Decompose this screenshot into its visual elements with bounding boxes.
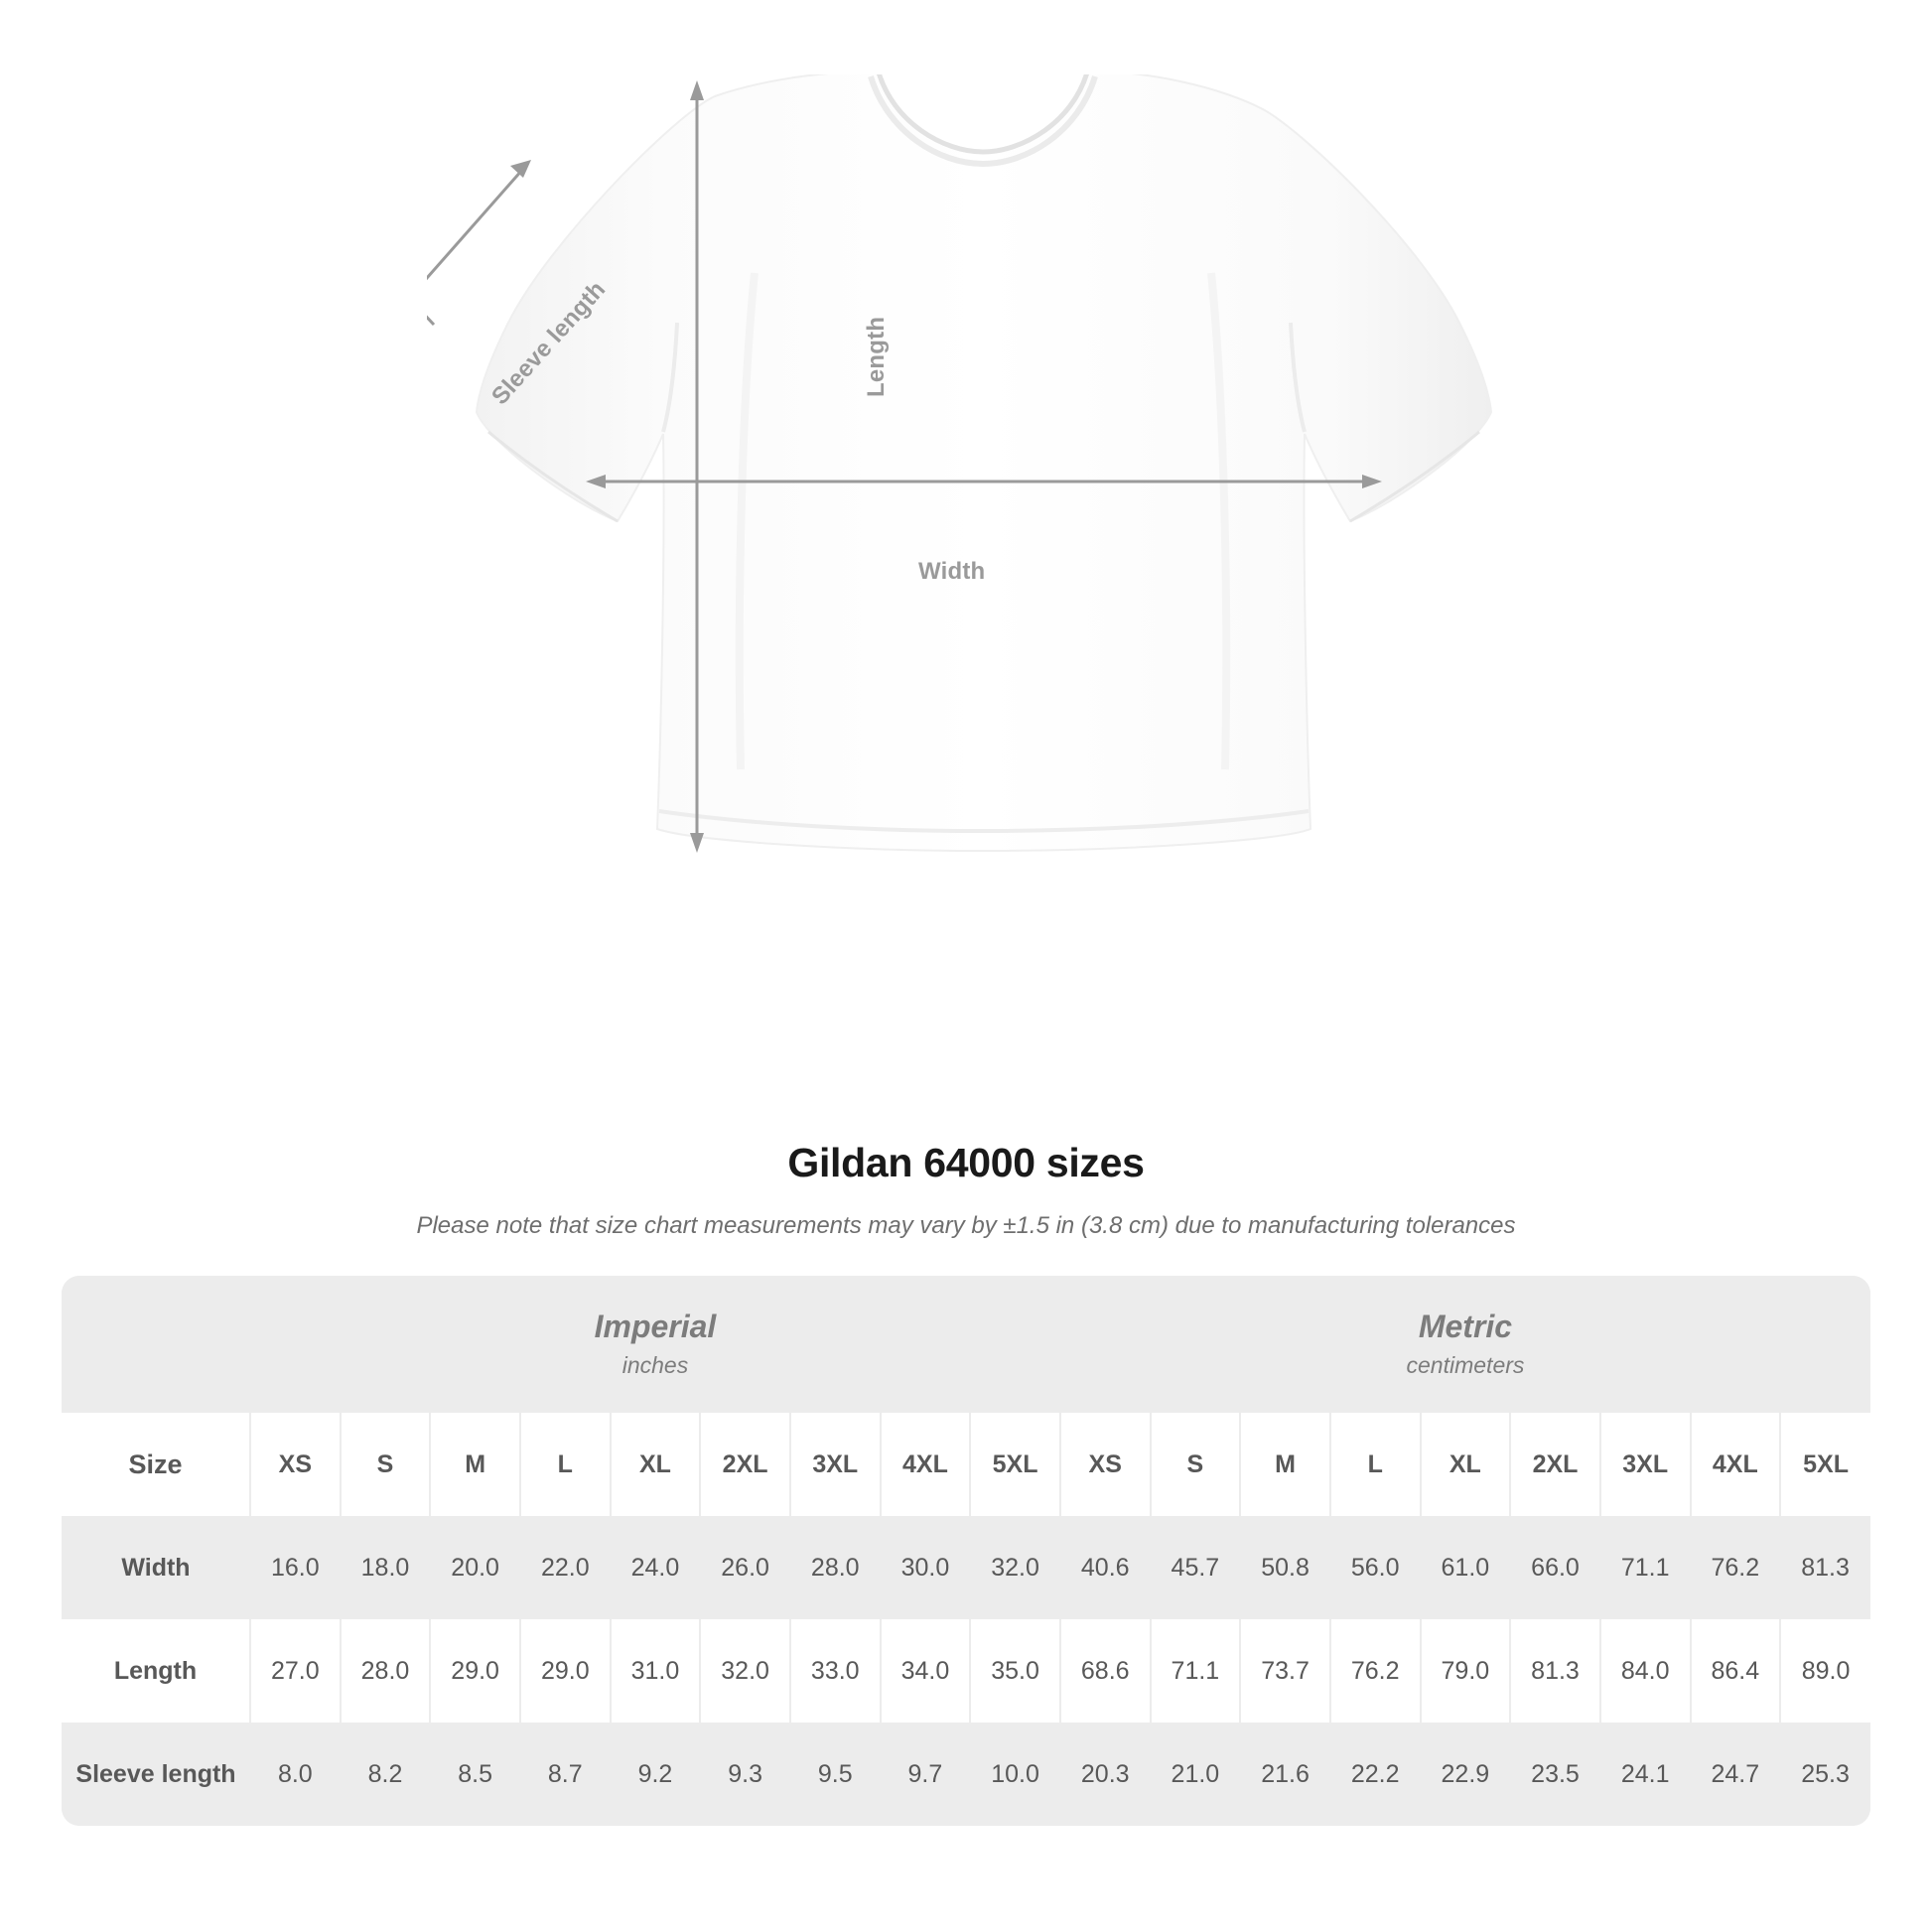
header-size-m-imperial: M — [430, 1413, 520, 1516]
unit-group-metric — [1060, 1276, 1870, 1413]
width-label: Width — [918, 558, 986, 585]
cell-width-s-imperial: 18.0 — [341, 1516, 431, 1619]
cell-length-s-metric: 71.1 — [1151, 1619, 1241, 1723]
cell-length-s-imperial: 28.0 — [341, 1619, 431, 1723]
cell-width-xl-metric: 61.0 — [1421, 1516, 1511, 1619]
cell-sleeve-length-xs-imperial: 8.0 — [250, 1723, 341, 1826]
cell-length-m-metric: 73.7 — [1240, 1619, 1330, 1723]
header-size-s-imperial: S — [341, 1413, 431, 1516]
length-arrow-top — [690, 80, 704, 100]
cell-sleeve-length-2xl-imperial: 9.3 — [700, 1723, 790, 1826]
header-size-2xl-imperial: 2XL — [700, 1413, 790, 1516]
cell-width-xs-metric: 40.6 — [1060, 1516, 1151, 1619]
cell-width-m-imperial: 20.0 — [430, 1516, 520, 1619]
cell-length-4xl-imperial: 34.0 — [881, 1619, 971, 1723]
cell-sleeve-length-5xl-metric: 25.3 — [1780, 1723, 1870, 1826]
cell-length-xs-metric: 68.6 — [1060, 1619, 1151, 1723]
header-size-2xl-metric: 2XL — [1510, 1413, 1600, 1516]
cell-sleeve-length-l-metric: 22.2 — [1330, 1723, 1421, 1826]
cell-width-5xl-metric: 81.3 — [1780, 1516, 1870, 1619]
table-header-row — [62, 1413, 1870, 1516]
unit-group-sub: inches — [621, 1352, 689, 1379]
cell-width-s-metric: 45.7 — [1151, 1516, 1241, 1619]
header-size-xs-metric: XS — [1060, 1413, 1151, 1516]
cell-width-xs-imperial: 16.0 — [250, 1516, 341, 1619]
sleeve-end-tick — [427, 271, 434, 325]
cell-sleeve-length-4xl-imperial: 9.7 — [881, 1723, 971, 1826]
header-size-xl-metric: XL — [1421, 1413, 1511, 1516]
cell-width-l-metric: 56.0 — [1330, 1516, 1421, 1619]
cell-sleeve-length-s-metric: 21.0 — [1151, 1723, 1241, 1826]
header-size-4xl-imperial: 4XL — [881, 1413, 971, 1516]
header-size-s-metric: S — [1151, 1413, 1241, 1516]
cell-length-2xl-metric: 81.3 — [1510, 1619, 1600, 1723]
shirt-body-shape — [477, 74, 1491, 851]
cell-width-3xl-metric: 71.1 — [1600, 1516, 1691, 1619]
cell-length-l-metric: 76.2 — [1330, 1619, 1421, 1723]
header-size-label: Size — [62, 1413, 250, 1516]
page-title: Gildan 64000 sizes — [787, 1140, 1145, 1185]
header-size-xl-imperial: XL — [611, 1413, 701, 1516]
unit-group-name: Imperial — [594, 1308, 717, 1344]
cell-length-5xl-metric: 89.0 — [1780, 1619, 1870, 1723]
tolerance-note: Please note that size chart measurements may vary by ±1.5 in (3.8 cm) due to manufacturing tolerances — [416, 1212, 1516, 1239]
length-arrow-bottom — [690, 833, 704, 853]
unit-group-name: Metric — [1418, 1308, 1513, 1344]
cell-sleeve-length-xs-metric: 20.3 — [1060, 1723, 1151, 1826]
cell-sleeve-length-xl-metric: 22.9 — [1421, 1723, 1511, 1826]
header-size-l-imperial: L — [520, 1413, 611, 1516]
cell-length-2xl-imperial: 32.0 — [700, 1619, 790, 1723]
cell-width-xl-imperial: 24.0 — [611, 1516, 701, 1619]
cell-sleeve-length-4xl-metric: 24.7 — [1691, 1723, 1781, 1826]
unit-row-spacer — [62, 1276, 250, 1413]
cell-length-l-imperial: 29.0 — [520, 1619, 611, 1723]
header-size-3xl-metric: 3XL — [1600, 1413, 1691, 1516]
sleeve-length-label: Sleeve length — [486, 276, 612, 411]
header-size-3xl-imperial: 3XL — [790, 1413, 881, 1516]
unit-group-sub: centimeters — [1406, 1352, 1525, 1379]
cell-length-m-imperial: 29.0 — [430, 1619, 520, 1723]
unit-group-imperial — [250, 1276, 1060, 1413]
cell-width-l-imperial: 22.0 — [520, 1516, 611, 1619]
header-size-l-metric: L — [1330, 1413, 1421, 1516]
unit-group-row — [62, 1276, 1870, 1413]
table-row — [62, 1619, 1870, 1723]
cell-width-3xl-imperial: 28.0 — [790, 1516, 881, 1619]
cell-sleeve-length-3xl-metric: 24.1 — [1600, 1723, 1691, 1826]
cell-length-3xl-imperial: 33.0 — [790, 1619, 881, 1723]
cell-sleeve-length-3xl-imperial: 9.5 — [790, 1723, 881, 1826]
cell-sleeve-length-m-imperial: 8.5 — [430, 1723, 520, 1826]
header-size-5xl-imperial: 5XL — [970, 1413, 1060, 1516]
row-label-sleeve-length: Sleeve length — [62, 1723, 250, 1826]
size-table — [62, 1276, 1870, 1826]
cell-sleeve-length-xl-imperial: 9.2 — [611, 1723, 701, 1826]
cell-length-xl-metric: 79.0 — [1421, 1619, 1511, 1723]
size-table-container — [62, 1276, 1870, 1826]
cell-width-2xl-metric: 66.0 — [1510, 1516, 1600, 1619]
cell-width-m-metric: 50.8 — [1240, 1516, 1330, 1619]
cell-sleeve-length-m-metric: 21.6 — [1240, 1723, 1330, 1826]
sleeve-dimension-line — [427, 169, 523, 295]
cell-length-5xl-imperial: 35.0 — [970, 1619, 1060, 1723]
cell-sleeve-length-l-imperial: 8.7 — [520, 1723, 611, 1826]
cell-length-xs-imperial: 27.0 — [250, 1619, 341, 1723]
header-size-5xl-metric: 5XL — [1780, 1413, 1870, 1516]
cell-width-5xl-imperial: 32.0 — [970, 1516, 1060, 1619]
header-size-xs-imperial: XS — [250, 1413, 341, 1516]
cell-sleeve-length-2xl-metric: 23.5 — [1510, 1723, 1600, 1826]
cell-sleeve-length-5xl-imperial: 10.0 — [970, 1723, 1060, 1826]
cell-width-4xl-imperial: 30.0 — [881, 1516, 971, 1619]
cell-width-2xl-imperial: 26.0 — [700, 1516, 790, 1619]
row-label-width: Width — [62, 1516, 250, 1619]
cell-width-4xl-metric: 76.2 — [1691, 1516, 1781, 1619]
table-row — [62, 1723, 1870, 1826]
row-label-length: Length — [62, 1619, 250, 1723]
header-size-4xl-metric: 4XL — [1691, 1413, 1781, 1516]
header-size-m-metric: M — [1240, 1413, 1330, 1516]
cell-length-3xl-metric: 84.0 — [1600, 1619, 1691, 1723]
cell-sleeve-length-s-imperial: 8.2 — [341, 1723, 431, 1826]
sleeve-arrow-top — [510, 160, 531, 178]
table-row — [62, 1516, 1870, 1619]
cell-length-xl-imperial: 31.0 — [611, 1619, 701, 1723]
length-label: Length — [863, 316, 890, 397]
cell-length-4xl-metric: 86.4 — [1691, 1619, 1781, 1723]
tshirt-icon — [427, 74, 1509, 879]
title-block — [0, 1140, 1932, 1240]
